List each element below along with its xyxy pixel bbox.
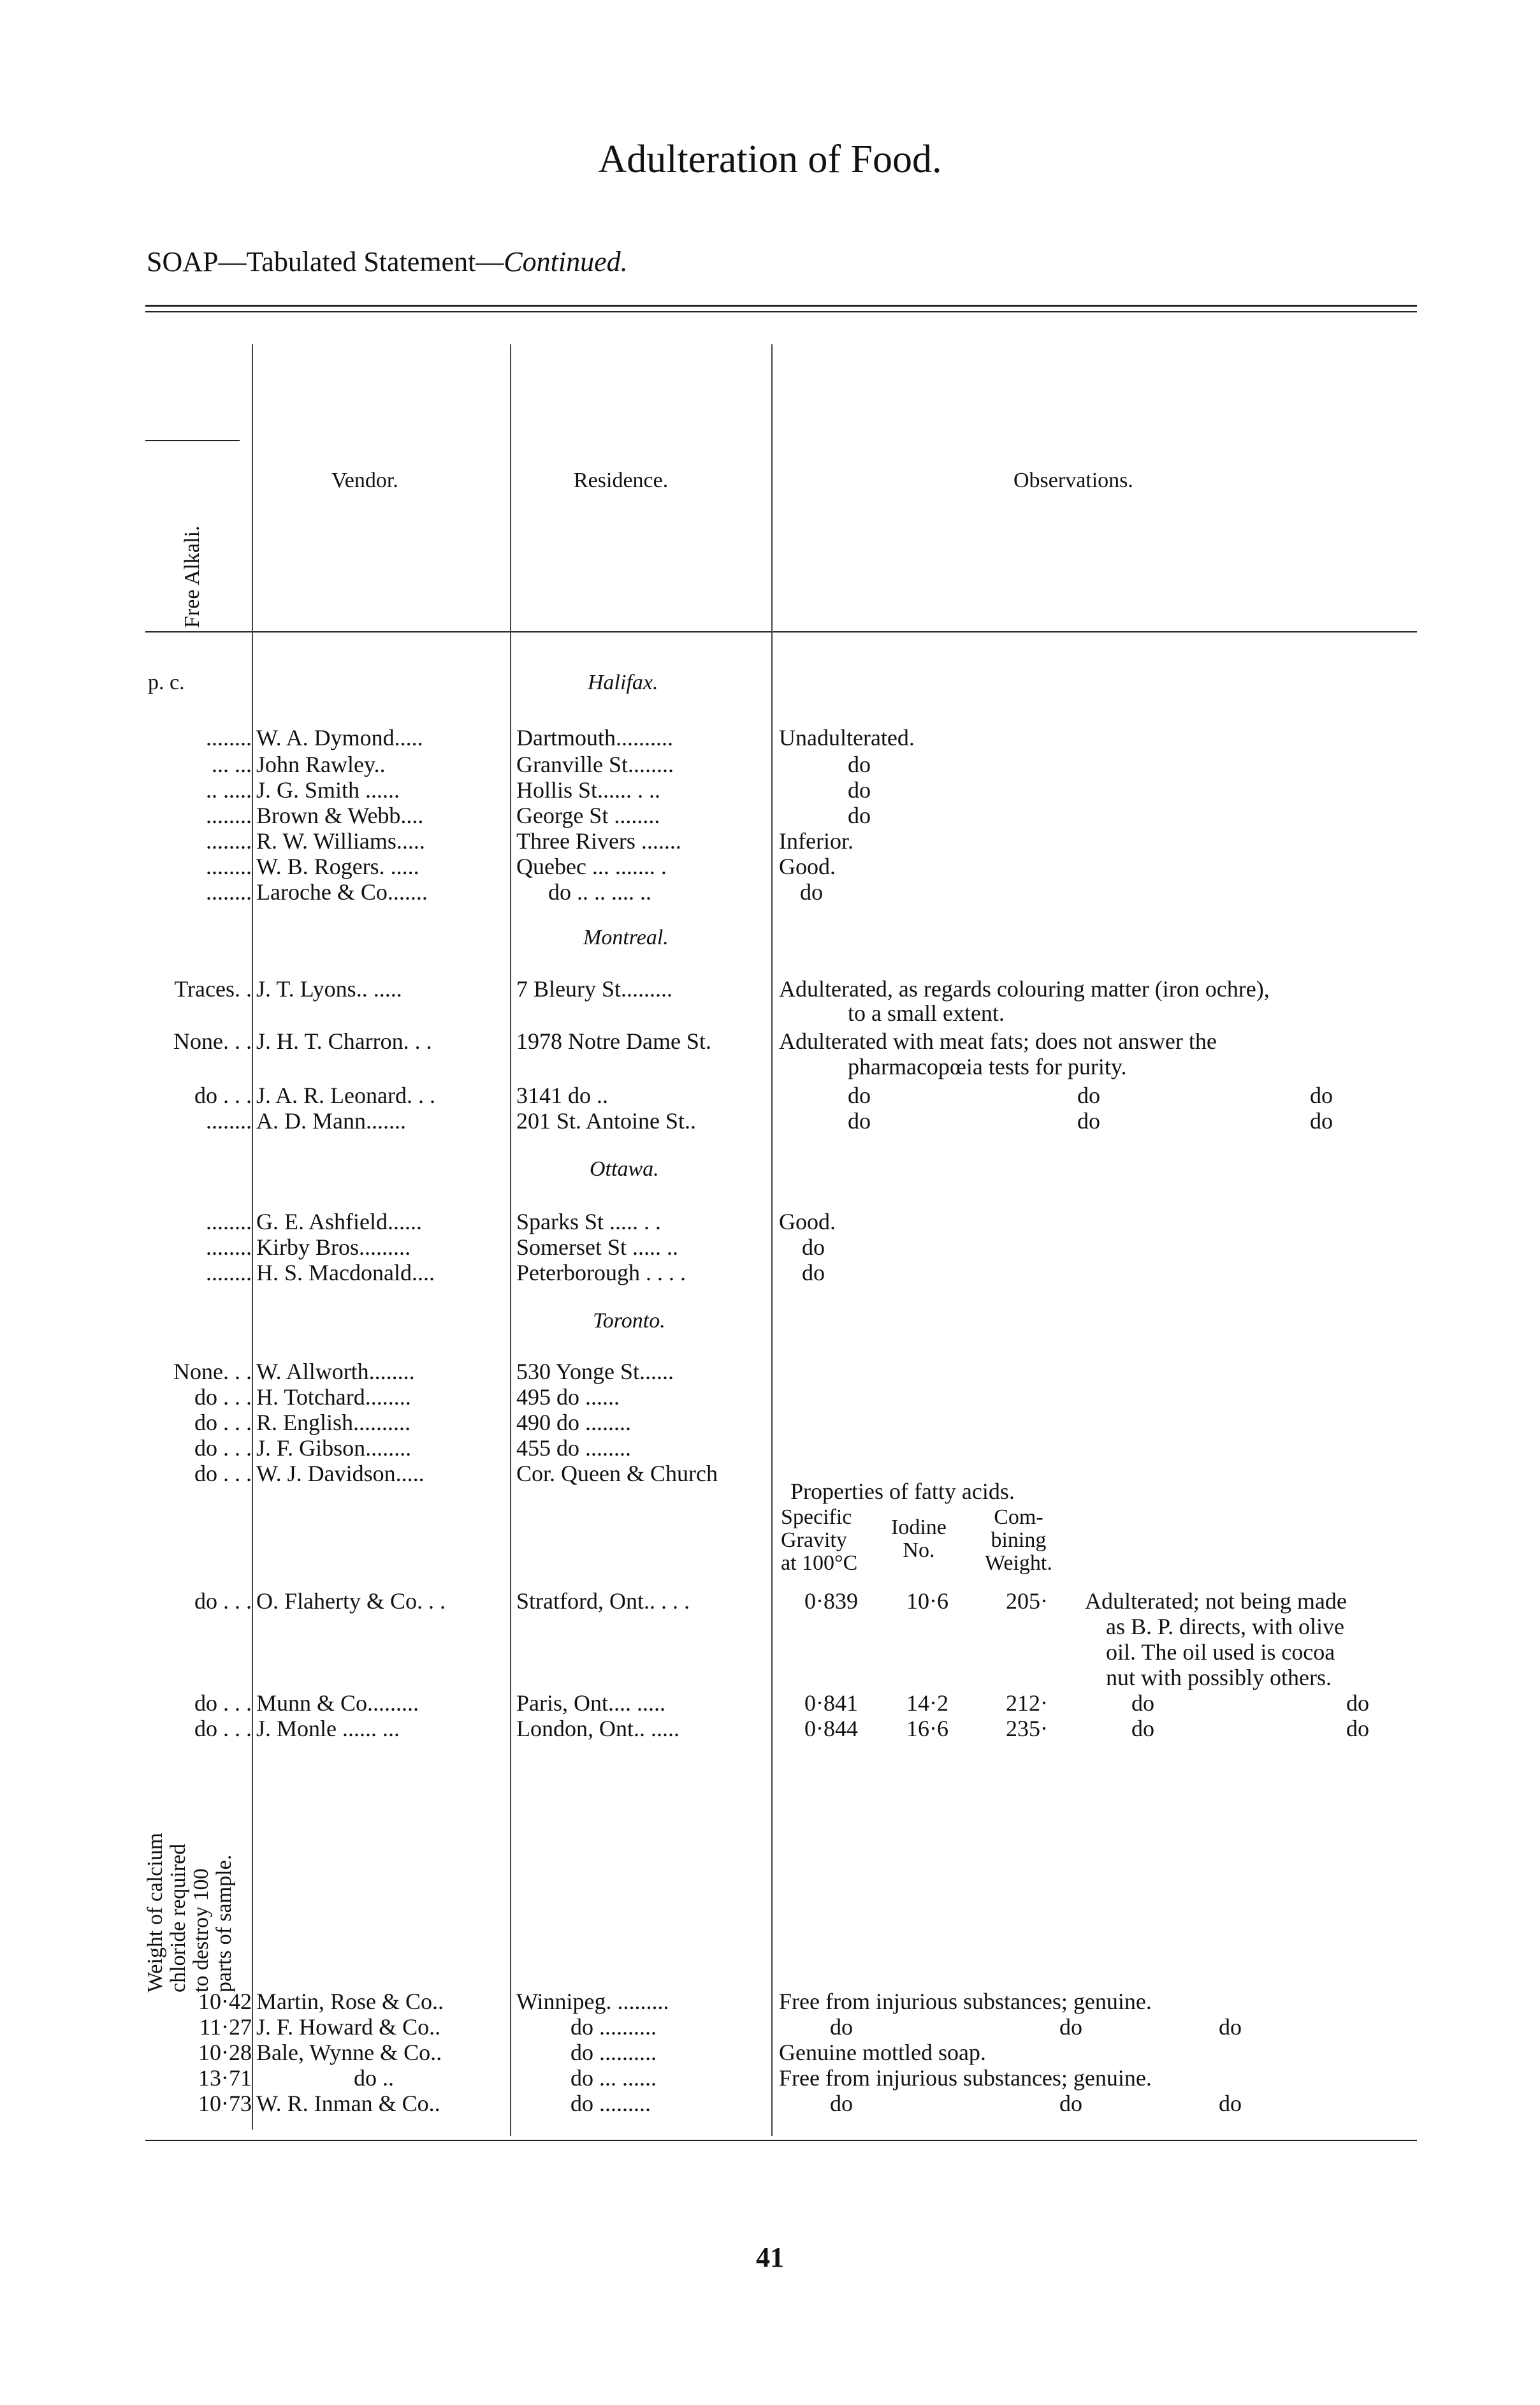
specific-gravity-header bbox=[781, 1506, 857, 1575]
calcium-chloride-cell: 11·27 bbox=[199, 2014, 252, 2040]
table-row bbox=[0, 976, 1540, 1001]
table-row bbox=[0, 777, 1540, 802]
residence-cell: George St ........ bbox=[516, 803, 660, 828]
residence-cell: Stratford, Ont.. . . . bbox=[516, 1588, 690, 1614]
observation-cell: do bbox=[802, 1234, 825, 1260]
observation-cell: do bbox=[830, 2014, 853, 2040]
table-row bbox=[0, 1460, 1540, 1486]
table-row bbox=[0, 1715, 1540, 1741]
observation-cell: do bbox=[1077, 1083, 1100, 1108]
city-halifax: Halifax. bbox=[588, 671, 658, 694]
residence-cell: 530 Yonge St...... bbox=[516, 1359, 674, 1384]
free-alkali-cell: ........ bbox=[206, 854, 252, 879]
observation-cell: Free from injurious substances; genuine. bbox=[779, 2065, 1152, 2091]
residence-cell: Three Rivers ....... bbox=[516, 828, 681, 854]
iodine-cell: 16·6 bbox=[906, 1716, 948, 1741]
city-toronto: Toronto. bbox=[593, 1309, 665, 1333]
combining-weight-cell: 235· bbox=[1006, 1716, 1048, 1741]
vendor-cell: W. J. Davidson..... bbox=[256, 1461, 425, 1486]
observation-cell: Adulterated; not being made bbox=[1085, 1588, 1347, 1614]
free-alkali-cell: ........ bbox=[206, 879, 252, 905]
free-alkali-cell: do . . . bbox=[194, 1716, 252, 1741]
table-row bbox=[0, 853, 1540, 879]
free-alkali-header-rule bbox=[145, 440, 240, 441]
combining-line: Com- bbox=[994, 1505, 1043, 1529]
vendor-cell: J. G. Smith ...... bbox=[256, 777, 400, 803]
vendor-cell: Martin, Rose & Co.. bbox=[256, 1989, 444, 2014]
header-free-alkali: Free Alkali. bbox=[180, 525, 204, 628]
header-vendor: Vendor. bbox=[331, 469, 398, 492]
calcium-chloride-cell: 10·28 bbox=[198, 2040, 252, 2065]
observation-cell: do bbox=[1346, 1690, 1369, 1716]
observation-continuation: nut with possibly others. bbox=[1106, 1665, 1332, 1690]
free-alkali-cell: ... ... bbox=[212, 752, 252, 777]
table-row bbox=[0, 1082, 1540, 1107]
table-row bbox=[0, 1358, 1540, 1384]
vendor-cell: A. D. Mann....... bbox=[256, 1108, 406, 1134]
observation-cell: do bbox=[848, 803, 871, 828]
iodine-cell: 10·6 bbox=[906, 1588, 948, 1614]
table-row bbox=[0, 751, 1540, 777]
iodine-line: Iodine bbox=[891, 1516, 947, 1539]
free-alkali-cell: ........ bbox=[206, 1209, 252, 1234]
observation-continuation: to a small extent. bbox=[848, 1000, 1005, 1026]
residence-cell: 7 Bleury St......... bbox=[516, 976, 673, 1002]
table-row bbox=[0, 1259, 1540, 1285]
observation-cell: do bbox=[1059, 2014, 1082, 2040]
vendor-cell: Bale, Wynne & Co.. bbox=[256, 2040, 442, 2065]
calcium-header-line: chloride required bbox=[166, 1843, 190, 1992]
residence-cell: Sparks St ..... . . bbox=[516, 1209, 662, 1234]
observation-cell: do bbox=[1346, 1716, 1369, 1741]
table-row bbox=[0, 828, 1540, 853]
observation-cell: Unadulterated. bbox=[779, 725, 915, 750]
unit-percent: p. c. bbox=[148, 671, 185, 694]
vendor-cell: J. F. Howard & Co.. bbox=[256, 2014, 441, 2040]
vendor-cell: J. F. Gibson........ bbox=[256, 1435, 412, 1461]
observation-cell: do bbox=[848, 777, 871, 803]
free-alkali-cell: do . . . bbox=[194, 1410, 252, 1435]
vendor-cell: W. R. Inman & Co.. bbox=[256, 2091, 440, 2116]
vendor-cell: Laroche & Co....... bbox=[256, 879, 428, 905]
free-alkali-cell: None. . . bbox=[173, 1028, 252, 1054]
free-alkali-cell: do . . . bbox=[194, 1435, 252, 1461]
vendor-cell: Kirby Bros......... bbox=[256, 1234, 410, 1260]
free-alkali-cell: ........ bbox=[206, 725, 252, 750]
table-row bbox=[0, 1409, 1540, 1435]
table-row bbox=[0, 1690, 1540, 1715]
observation-cell: do bbox=[800, 879, 823, 905]
residence-cell: 455 do ........ bbox=[516, 1435, 631, 1461]
specific-gravity-line: Gravity bbox=[781, 1528, 847, 1552]
observation-cell: Genuine mottled soap. bbox=[779, 2040, 986, 2065]
observation-cell: do bbox=[1310, 1083, 1333, 1108]
calcium-header-line: Weight of calcium bbox=[143, 1832, 167, 1992]
combining-weight-cell: 205· bbox=[1006, 1588, 1048, 1614]
vendor-cell: John Rawley.. bbox=[256, 752, 386, 777]
observation-cell: do bbox=[830, 2091, 853, 2116]
observation-cell: do bbox=[1077, 1108, 1100, 1134]
observation-cell: do bbox=[1131, 1690, 1154, 1716]
specific-gravity-cell: 0·839 bbox=[804, 1588, 858, 1614]
observation-cell: do bbox=[848, 1083, 871, 1108]
residence-cell: do .......... bbox=[570, 2040, 657, 2065]
header-bottom-rule bbox=[145, 631, 1417, 632]
residence-cell: Hollis St...... . .. bbox=[516, 777, 661, 803]
residence-cell: 3141 do .. bbox=[516, 1083, 608, 1108]
observation-cell: do bbox=[848, 1108, 871, 1134]
residence-cell: 1978 Notre Dame St. bbox=[516, 1028, 711, 1054]
vendor-cell: W. A. Dymond..... bbox=[256, 725, 423, 750]
top-rule-2 bbox=[145, 311, 1417, 312]
observation-cell: do bbox=[848, 752, 871, 777]
vendor-cell: W. Allworth........ bbox=[256, 1359, 415, 1384]
residence-cell: do .......... bbox=[570, 2014, 657, 2040]
combining-line: bining bbox=[991, 1528, 1047, 1552]
table-row bbox=[0, 2039, 1540, 2065]
table-row bbox=[0, 724, 1540, 750]
vendor-cell: G. E. Ashfield...... bbox=[256, 1209, 422, 1234]
table-row-continuation bbox=[0, 1000, 1540, 1025]
iodine-cell: 14·2 bbox=[906, 1690, 948, 1716]
fatty-acids-heading: Properties of fatty acids. bbox=[790, 1479, 1015, 1504]
free-alkali-cell: do . . . bbox=[194, 1083, 252, 1108]
vendor-cell: J. T. Lyons.. ..... bbox=[256, 976, 402, 1002]
observation-cell: do bbox=[1310, 1108, 1333, 1134]
free-alkali-cell: do . . . bbox=[194, 1461, 252, 1486]
observation-continuation: as B. P. directs, with olive bbox=[1106, 1614, 1344, 1639]
vendor-cell: J. A. R. Leonard. . . bbox=[256, 1083, 435, 1108]
calcium-chloride-cell: 13·71 bbox=[198, 2065, 252, 2091]
combining-weight-header bbox=[985, 1506, 1052, 1575]
table-row-continuation bbox=[0, 1664, 1540, 1690]
free-alkali-cell: .. ..... bbox=[206, 777, 252, 803]
table-row bbox=[0, 1435, 1540, 1460]
vendor-cell: Brown & Webb.... bbox=[256, 803, 424, 828]
table-subtitle bbox=[147, 245, 628, 278]
vendor-cell: J. Monle ...... ... bbox=[256, 1716, 400, 1741]
vendor-cell: H. Totchard........ bbox=[256, 1384, 411, 1410]
table-row bbox=[0, 1588, 1540, 1613]
free-alkali-cell: do . . . bbox=[194, 1588, 252, 1614]
free-alkali-cell: ........ bbox=[206, 803, 252, 828]
bottom-rule bbox=[145, 2140, 1417, 2141]
header-residence: Residence. bbox=[574, 469, 669, 492]
table-row-continuation bbox=[0, 1639, 1540, 1664]
residence-cell: Granville St........ bbox=[516, 752, 674, 777]
free-alkali-cell: ........ bbox=[206, 1234, 252, 1260]
free-alkali-cell: do . . . bbox=[194, 1690, 252, 1716]
specific-gravity-line: Specific bbox=[781, 1505, 852, 1529]
vendor-cell: Munn & Co......... bbox=[256, 1690, 419, 1716]
table-row bbox=[0, 1384, 1540, 1409]
vendor-cell: do .. bbox=[354, 2065, 394, 2091]
table-row-continuation bbox=[0, 1613, 1540, 1639]
specific-gravity-cell: 0·844 bbox=[804, 1716, 858, 1741]
residence-cell: 495 do ...... bbox=[516, 1384, 620, 1410]
free-alkali-cell: ........ bbox=[206, 828, 252, 854]
observation-cell: do bbox=[1219, 2091, 1242, 2116]
residence-cell: do ... ...... bbox=[570, 2065, 657, 2091]
header-observations: Observations. bbox=[1013, 469, 1133, 492]
subtitle-continued: Continued. bbox=[504, 246, 628, 277]
table-row bbox=[0, 1028, 1540, 1053]
observation-cell: do bbox=[1059, 2091, 1082, 2116]
residence-cell: Quebec ... ....... . bbox=[516, 854, 667, 879]
table-row bbox=[0, 2014, 1540, 2039]
observation-cell: Adulterated, as regards colouring matter (iron ochre), bbox=[779, 976, 1270, 1002]
vendor-cell: O. Flaherty & Co. . . bbox=[256, 1588, 446, 1614]
table-row bbox=[0, 802, 1540, 828]
calcium-chloride-cell: 10·73 bbox=[198, 2091, 252, 2116]
calcium-header-line: parts of sample. bbox=[212, 1854, 236, 1992]
vendor-cell: R. W. Williams..... bbox=[256, 828, 425, 854]
residence-cell: Paris, Ont.... ..... bbox=[516, 1690, 665, 1716]
iodine-header bbox=[891, 1516, 947, 1562]
free-alkali-cell: do . . . bbox=[194, 1384, 252, 1410]
residence-cell: do ......... bbox=[570, 2091, 651, 2116]
residence-cell: Dartmouth.......... bbox=[516, 725, 673, 750]
observation-cell: Good. bbox=[779, 854, 836, 879]
page-title: Adulteration of Food. bbox=[598, 138, 942, 181]
residence-cell: London, Ont.. ..... bbox=[516, 1716, 679, 1741]
free-alkali-cell: ........ bbox=[206, 1260, 252, 1285]
residence-cell: do .. .. .... .. bbox=[548, 879, 651, 905]
residence-cell: Somerset St ..... .. bbox=[516, 1234, 679, 1260]
observation-cell: Good. bbox=[779, 1209, 836, 1234]
top-rule bbox=[145, 305, 1417, 307]
specific-gravity-cell: 0·841 bbox=[804, 1690, 858, 1716]
observation-cell: do bbox=[802, 1260, 825, 1285]
vendor-cell: W. B. Rogers. ..... bbox=[256, 854, 419, 879]
table-row bbox=[0, 2065, 1540, 2090]
table-row bbox=[0, 1988, 1540, 2014]
vendor-cell: R. English.......... bbox=[256, 1410, 411, 1435]
residence-cell: 201 St. Antoine St.. bbox=[516, 1108, 697, 1134]
observation-continuation: pharmacopœia tests for purity. bbox=[848, 1054, 1127, 1079]
observation-cell: Free from injurious substances; genuine. bbox=[779, 1989, 1152, 2014]
header-calcium-chloride bbox=[144, 1833, 236, 1992]
observation-continuation: oil. The oil used is cocoa bbox=[1106, 1639, 1335, 1665]
table-row bbox=[0, 1107, 1540, 1133]
calcium-header-line: to destroy 100 bbox=[189, 1868, 213, 1992]
residence-cell: 490 do ........ bbox=[516, 1410, 631, 1435]
table-row bbox=[0, 879, 1540, 904]
observation-cell: Inferior. bbox=[779, 828, 854, 854]
residence-cell: Cor. Queen & Church bbox=[516, 1461, 718, 1486]
city-montreal: Montreal. bbox=[583, 926, 669, 949]
observation-cell: do bbox=[1219, 2014, 1242, 2040]
residence-cell: Peterborough . . . . bbox=[516, 1260, 686, 1285]
free-alkali-cell: ........ bbox=[206, 1108, 252, 1134]
free-alkali-cell: None. . . bbox=[173, 1359, 252, 1384]
specific-gravity-line: at 100°C bbox=[781, 1551, 858, 1575]
observation-cell: do bbox=[1131, 1716, 1154, 1741]
combining-weight-cell: 212· bbox=[1006, 1690, 1048, 1716]
subtitle-main: SOAP—Tabulated Statement— bbox=[147, 246, 504, 277]
table-row bbox=[0, 2090, 1540, 2116]
calcium-chloride-cell: 10·42 bbox=[198, 1989, 252, 2014]
city-ottawa: Ottawa. bbox=[590, 1157, 659, 1181]
table-row-continuation bbox=[0, 1053, 1540, 1079]
observation-cell: Adulterated with meat fats; does not answer the bbox=[779, 1028, 1217, 1054]
table-row bbox=[0, 1234, 1540, 1259]
iodine-line: No. bbox=[903, 1539, 935, 1562]
vendor-cell: J. H. T. Charron. . . bbox=[256, 1028, 432, 1054]
vendor-cell: H. S. Macdonald.... bbox=[256, 1260, 435, 1285]
page-number: 41 bbox=[756, 2242, 784, 2273]
table-row bbox=[0, 1208, 1540, 1234]
residence-cell: Winnipeg. ......... bbox=[516, 1989, 669, 2014]
combining-line: Weight. bbox=[985, 1551, 1052, 1575]
free-alkali-cell: Traces. . bbox=[174, 976, 252, 1002]
